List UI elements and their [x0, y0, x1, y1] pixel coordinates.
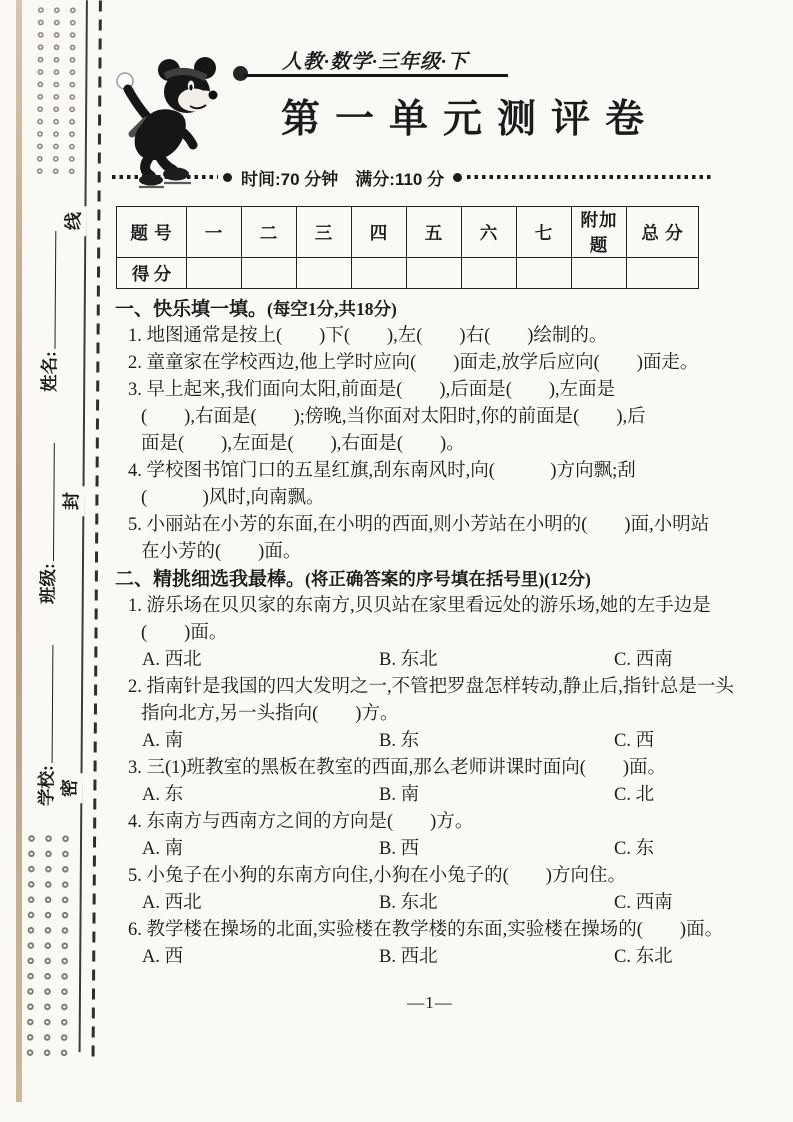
option-b: B. 东北: [379, 650, 438, 670]
class-field-label: 班级:: [37, 563, 58, 605]
option-c: C. 东: [614, 839, 655, 859]
option-a: A. 南: [142, 839, 184, 859]
class-field: [34, 399, 61, 604]
option-b: B. 西北: [379, 947, 438, 967]
score-cell-empty: [627, 258, 699, 289]
brand-underline: [244, 74, 508, 77]
options-row: [142, 782, 780, 809]
score-col-7: 七: [517, 207, 572, 258]
time-score-line: [112, 166, 712, 188]
score-col-bonus: 附加题: [572, 207, 627, 258]
time-score-text: 时间:70 分钟 满分:110 分: [241, 169, 445, 189]
seal-char-xian: 线: [60, 206, 86, 236]
section-1-heading: [115, 296, 780, 323]
option-c: C. 西: [614, 731, 655, 751]
question-line: 3. 三(1)班教室的黑板在教室的西面,那么老师讲课时面向( )面。: [128, 758, 667, 778]
question-line: 指向北方,另一头指向( )方。: [141, 704, 399, 724]
question-line: 4. 东南方与西南方之间的方向是( )方。: [128, 812, 474, 832]
name-field: [35, 194, 62, 392]
seal-margin: [0, 0, 116, 1122]
option-b: B. 东: [379, 731, 420, 751]
section-2-note: (将正确答案的序号填在括号里)(12分): [305, 569, 591, 589]
option-b: B. 西: [379, 839, 420, 859]
score-col-3: 三: [297, 207, 352, 258]
brand-line: 人教·数学·三年级·下: [282, 51, 468, 73]
score-col-6: 六: [462, 207, 517, 258]
score-col-2: 二: [242, 207, 297, 258]
dotted-leader-right: [467, 175, 712, 179]
page-number: —1—: [407, 993, 453, 1012]
score-cell-empty: [352, 258, 407, 289]
school-field-blank: [33, 645, 54, 763]
question-line: 在小芳的( )面。: [141, 542, 302, 562]
question-content: [115, 296, 780, 971]
option-a: A. 东: [142, 785, 184, 805]
score-col-total: 总 分: [627, 207, 699, 258]
options-row: [142, 836, 780, 863]
score-cell-empty: [407, 258, 462, 289]
score-cell-empty: [297, 258, 352, 289]
question-line: ( ),右面是( );傍晚,当你面对太阳时,你的前面是( ),后: [141, 407, 646, 427]
class-field-blank: [34, 443, 55, 561]
options-row: [142, 890, 780, 917]
score-col-4: 四: [352, 207, 407, 258]
question-line: 5. 小丽站在小芳的东面,在小明的西面,则小芳站在小明的( )面,小明站: [128, 515, 710, 535]
score-cell-empty: [462, 258, 517, 289]
options-row: [142, 944, 780, 971]
option-a: A. 西北: [142, 650, 202, 670]
name-field-blank: [35, 231, 56, 349]
option-b: B. 东北: [379, 893, 438, 913]
option-c: C. 北: [614, 785, 655, 805]
question-line: ( )风时,向南飘。: [141, 488, 325, 508]
section-1-note: (每空1分,共18分): [267, 299, 397, 319]
question-line: 6. 教学楼在操场的北面,实验楼在教学楼的东面,实验楼在操场的( )面。: [128, 920, 724, 940]
score-cell-empty: [242, 258, 297, 289]
dot-grid-top: [32, 4, 82, 178]
score-col-5: 五: [407, 207, 462, 258]
option-a: A. 西北: [142, 893, 202, 913]
bullet-icon-left: [223, 173, 232, 182]
score-cell-empty: [572, 258, 627, 289]
score-cell-empty: [187, 258, 242, 289]
question-line: 1. 地图通常是按上( )下( ),左( )右( )绘制的。: [128, 326, 608, 346]
seal-char-mi: 密: [56, 773, 82, 803]
question-line: 2. 指南针是我国的四大发明之一,不管把罗盘怎样转动,静止后,指针总是一头: [128, 677, 734, 697]
school-field-label: 学校:: [36, 765, 57, 807]
options-row: [142, 647, 780, 674]
question-line: 面是( ),左面是( ),右面是( )。: [141, 434, 465, 454]
school-field: [32, 608, 59, 806]
question-line: 5. 小兔子在小狗的东南方向住,小狗在小兔子的( )方向住。: [128, 866, 626, 886]
score-table: [116, 206, 781, 289]
score-col-1: 一: [187, 207, 242, 258]
option-a: A. 南: [142, 731, 184, 751]
score-col-label: 题 号: [117, 207, 187, 258]
option-c: C. 东北: [614, 947, 673, 967]
section-1-title: 一、快乐填一填。: [115, 299, 268, 320]
seal-dashed-cut-line: [92, 0, 102, 1060]
question-line: 1. 游乐场在贝贝家的东南方,贝贝站在家里看远处的游乐场,她的左手边是: [128, 596, 711, 616]
option-c: C. 西南: [614, 650, 673, 670]
section-2-title: 二、精挑细选我最棒。: [115, 569, 306, 590]
section-2-heading: [115, 566, 780, 593]
option-c: C. 西南: [614, 893, 673, 913]
name-field-label: 姓名:: [39, 351, 60, 393]
question-line: ( )面。: [141, 623, 228, 643]
question-line: 3. 早上起来,我们面向太阳,前面是( ),后面是( ),左面是: [128, 380, 616, 400]
question-line: 4. 学校图书馆门口的五星红旗,刮东南风时,向( )方向飘;刮: [128, 461, 636, 481]
dotted-leader-left: [112, 175, 218, 179]
option-a: A. 西: [142, 947, 184, 967]
score-cell-empty: [517, 258, 572, 289]
option-b: B. 南: [379, 785, 420, 805]
question-line: 2. 童童家在学校西边,他上学时应向( )面走,放学后应向( )面走。: [128, 353, 699, 373]
seal-char-feng: 封: [58, 486, 84, 516]
options-row: [142, 728, 780, 755]
bullet-icon-right: [453, 173, 462, 182]
dot-grid-bottom: [22, 831, 76, 1060]
page-title: 第一单元测评卷: [280, 98, 659, 141]
score-row-label: 得 分: [117, 258, 187, 289]
